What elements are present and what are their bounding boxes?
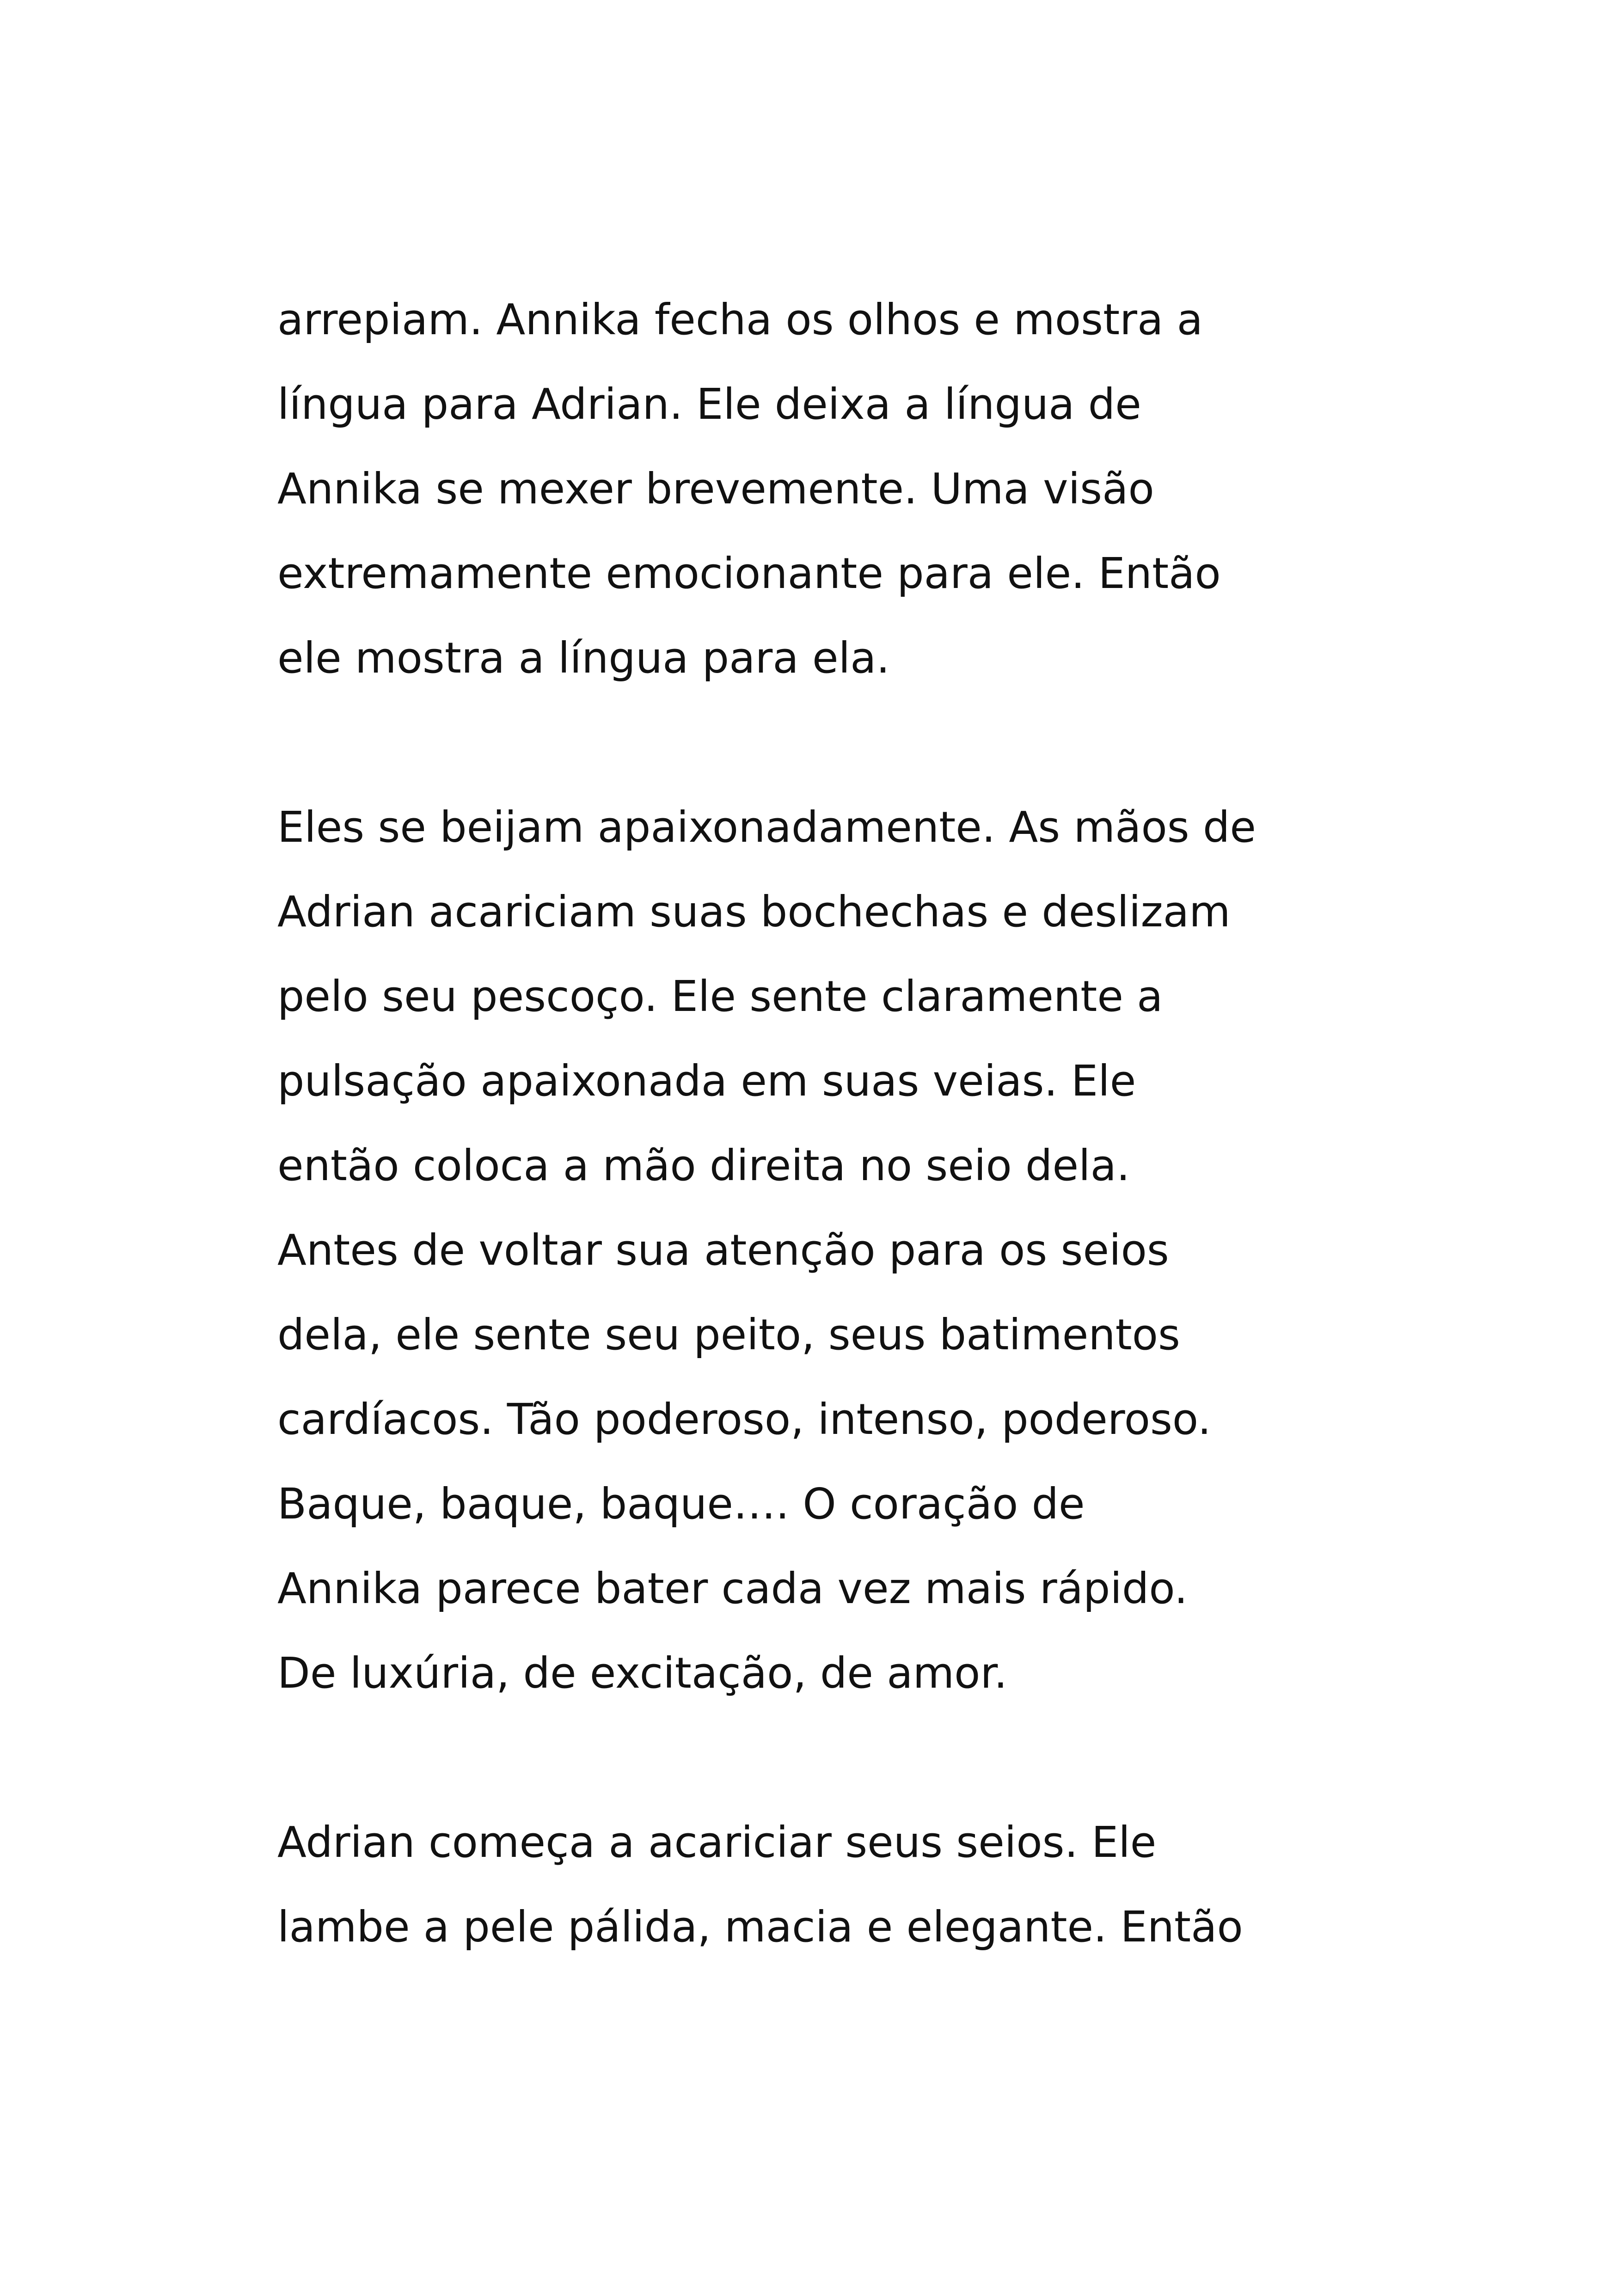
paragraph-2 [277,785,1387,1715]
text-line: Adrian acariciam suas bochechas e deslizam [277,887,1231,937]
text-line: Annika parece bater cada vez mais rápido. [277,1564,1188,1613]
paragraph-3 [277,1800,1387,1969]
text-body [277,277,1387,2054]
text-line: pelo seu pescoço. Ele sente claramente a [277,972,1163,1021]
text-line: Eles se beijam apaixonadamente. As mãos de [277,802,1256,852]
text-line: cardíacos. Tão poderoso, intenso, poderoso. [277,1395,1211,1444]
text-line: extremamente emocionante para ele. Então [277,549,1221,598]
text-line: De luxúria, de excitação, de amor. [277,1648,1008,1698]
text-line: pulsação apaixonada em suas veias. Ele [277,1056,1136,1106]
text-line: Annika se mexer brevemente. Uma visão [277,464,1154,514]
text-line: ele mostra a língua para ela. [277,633,890,683]
text-line: lambe a pele pálida, macia e elegante. Então [277,1902,1243,1952]
text-line: então coloca a mão direita no seio dela. [277,1141,1130,1190]
text-line: língua para Adrian. Ele deixa a língua de [277,380,1141,429]
text-line: Baque, baque, baque…. O coração de [277,1479,1085,1529]
text-line: dela, ele sente seu peito, seus batimentos [277,1310,1180,1359]
text-line: Adrian começa a acariciar seus seios. Ele [277,1818,1157,1867]
text-line: Antes de voltar sua atenção para os seios [277,1225,1169,1275]
paragraph-1 [277,277,1387,700]
text-line: arrepiam. Annika fecha os olhos e mostra a [277,295,1203,344]
